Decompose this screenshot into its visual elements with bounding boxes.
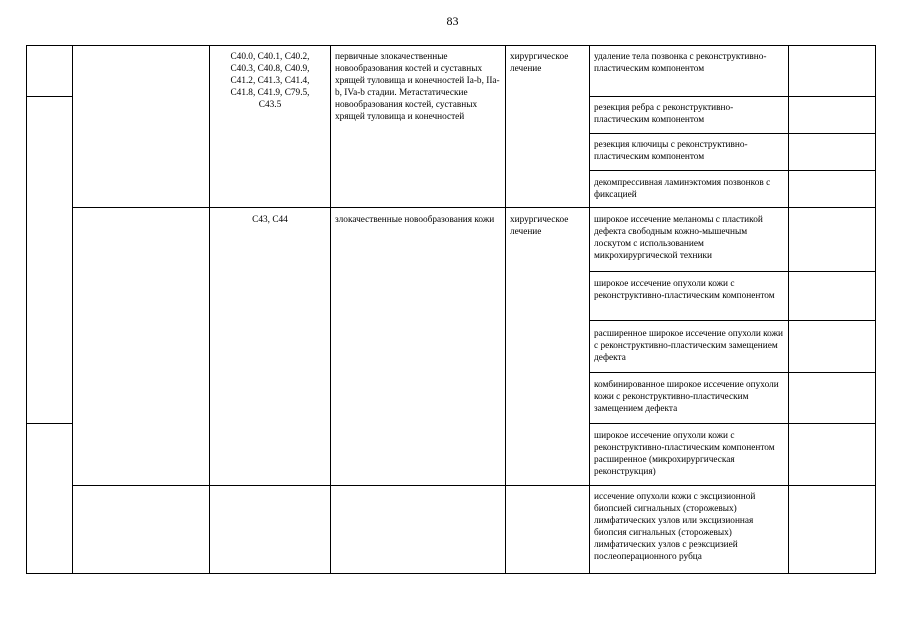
method-cell: иссечение опухоли кожи с эксцизионной биопсией сигнальных (сторожевых) лимфатических узлов или эксцизионная биопсия сигнальных (сторожевых) лимфатических узлов с реэксцизией послеоперационного рубца [594, 492, 756, 562]
treatment-type-cell: хирургическое лечение [510, 215, 569, 237]
row-divider [589, 96, 876, 97]
column-divider [505, 45, 506, 574]
row-divider [26, 423, 72, 424]
table-top-border [26, 45, 876, 46]
row-divider [589, 170, 876, 171]
medical-care-table [26, 45, 876, 574]
row-divider [589, 372, 876, 373]
row-divider [589, 320, 876, 321]
method-cell: резекция ключицы с реконструктивно-пластическим компонентом [594, 140, 748, 162]
row-divider [589, 133, 876, 134]
method-cell: комбинированное широкое иссечение опухоли кожи с реконструктивно-пластическим замещением дефекта [594, 380, 779, 414]
row-divider [589, 207, 876, 208]
table-left-border [26, 45, 27, 574]
row-divider [26, 96, 72, 97]
column-divider [330, 45, 331, 574]
column-divider [589, 45, 590, 574]
method-cell: широкое иссечение опухоли кожи с реконструктивно-пластическим компонентом [594, 279, 775, 301]
group-divider [72, 485, 589, 486]
group-divider [72, 207, 589, 208]
column-divider [209, 45, 210, 574]
icd-codes-cell: C43, C44 [252, 215, 288, 225]
column-divider [788, 45, 789, 574]
column-divider [72, 45, 73, 574]
method-cell: удаление тела позвонка с реконструктивно-пластическим компонентом [594, 52, 767, 74]
method-cell: широкое иссечение опухоли кожи с реконструктивно-пластическим компонентом расширенное (микрохирургическая реконструкция) [594, 431, 775, 477]
table-right-border [875, 45, 876, 574]
row-divider [589, 485, 876, 486]
diagnosis-cell: злокачественные новообразования кожи [335, 215, 495, 225]
row-divider [589, 271, 876, 272]
treatment-type-cell: хирургическое лечение [510, 52, 569, 74]
table-bottom-border [26, 573, 876, 574]
row-divider [589, 423, 876, 424]
method-cell: резекция ребра с реконструктивно-пластическим компонентом [594, 103, 734, 125]
method-cell: широкое иссечение меланомы с пластикой дефекта свободным кожно-мышечным лоскутом с использованием микрохирургической техники [594, 215, 763, 261]
page-number: 83 [446, 14, 459, 28]
diagnosis-cell: первичные злокачественные новообразования костей и суставных хрящей туловища и конечностей Ia-b, IIa-b, IVa-b стадии. Метастатические новообразования костей, суставных хрящей туловища и конечностей [335, 52, 500, 122]
method-cell: расширенное широкое иссечение опухоли кожи с реконструктивно-пластическим замещением дефекта [594, 329, 783, 363]
icd-codes-cell: C40.0, C40.1, C40.2, C40.3, C40.8, C40.9, C41.2, C41.3, C41.4, C41.8, C41.9, C79.5, C43.5 [230, 52, 310, 110]
method-cell: декомпрессивная ламинэктомия позвонков с фиксацией [594, 178, 771, 200]
